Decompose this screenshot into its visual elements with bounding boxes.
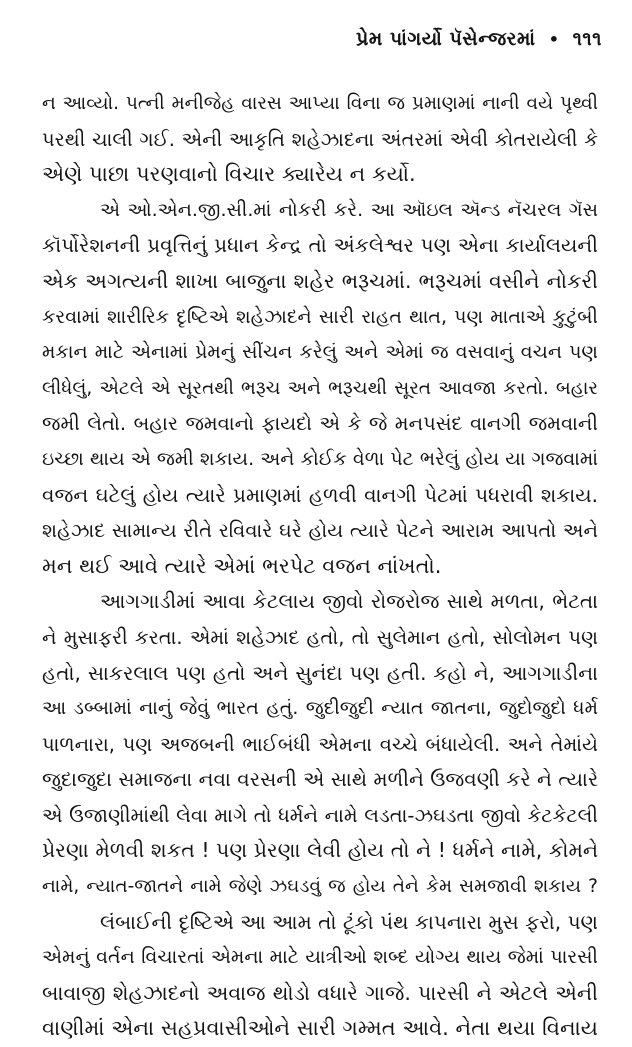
- body-text: [42, 86, 598, 1047]
- text-line: કરવામાં શારીરિક દૃષ્ટિએ શહેઝાદને સારી રાહત થાત, પણ માતાએ કુટુંબી: [42, 305, 598, 328]
- text-line: લંબાઈની દૃષ્ટિએ આ આમ તો ટૂંકો પંથ કાપનારા મુસ ફરો, પણ: [100, 909, 598, 934]
- text-line: મન થઈ આવે ત્યારે એમાં ભરપેટ વજન નાંખતો.: [42, 553, 442, 578]
- text-line: આ ડબ્બામાં નાનું જેવું ભારત હતું. જુદીજુદી ન્યાત જાતના, જુદોજુદો ધર્મ: [42, 697, 598, 720]
- text-line: એ ઉજાણીમાંથી લેવા માગે તો ધર્મને નામે લડતા-ઝઘડતા જીવો કેટકેટલી: [42, 803, 598, 827]
- text-line: કૉર્પોરેશનની પ્રવૃત્તિનું પ્રધાન કેન્દ્ર તો અંકલેશ્વર પણ એના કાર્યાલયની: [42, 233, 598, 258]
- text-line: ઇચ્છા થાય એ જમી શકાય. અને કોઈક વેળા પેટ ભરેલું હોય યા ગજવામાં: [42, 447, 598, 470]
- text-line: એક અગત્યની શાખા બાજુના શહેર ભરૂચમાં. ભરૂચમાં વસીને નોકરી: [42, 268, 598, 293]
- text-line: જુદાજુદા સમાજના નવા વરસની એ સાથે મળીને ઉજવણી કરે ને ત્યારે: [42, 767, 599, 792]
- text-line: ને મુસાફરી કરતા. એમાં શહેઝાદ હતો, તો સુલેમાન હતો, સોલોમન પણ: [42, 625, 598, 649]
- text-line: હતો, સાકરલાલ પણ હતો અને સુનંદા પણ હતી. કહો ને, આગગાડીના: [42, 660, 598, 685]
- text-line: એમનું વર્તન વિચારતાં એમના માટે યાત્રીઓ શબ્દ યોગ્ય થાય જેમાં પારસી: [42, 946, 598, 969]
- text-line: લીધેલું, એટલે એ સૂરતથી ભરૂચ અને ભરૂચથી સૂરત આવજા કરતો. બહાર: [42, 377, 598, 399]
- text-line: વાણીમાં એના સહપ્રવાસીઓને સારી ગમ્મત આવે. નેતા થયા વિનાય: [42, 1016, 598, 1041]
- text-line: બાવાજી શેહઝાદનો અવાજ થોડો વધારે ગાજે. પારસી ને એટલે એની: [42, 980, 598, 1005]
- text-line: આગગાડીમાં આવા કેટલાય જીવો રોજરોજ સાથે મળતા, ભેટતા: [100, 589, 598, 614]
- text-line: વજન ઘટેલું હોય ત્યારે પ્રમાણમાં હળવી વાનગી પેટમાં પધરાવી શકાય.: [42, 482, 598, 507]
- text-line: એ ઓ.એન.જી.સી.માં નોકરી કરે. આ ઑઇલ ઍન્ડ નૅચરલ ગૅસ: [100, 198, 598, 221]
- page-number: ૧૧૧: [572, 28, 602, 50]
- running-header-separator: •: [548, 30, 560, 49]
- running-header-title: પ્રેમ પાંગર્યો પૅસેન્જરમાં: [356, 28, 536, 50]
- text-line: પાળનારા, પણ અજબની ભાઈબંધી એમના વચ્ચે બંધાયેલી. અને તેમાંયે: [42, 732, 598, 756]
- running-header: [356, 28, 602, 50]
- text-line: પ્રેરણા મેળવી શકત ! પણ પ્રેરણા લેવી હોય તો ને ! ધર્મને નામે, કોમને: [42, 838, 599, 863]
- text-line: ન આવ્યો. પત્ની મનીજેહ વારસ આપ્યા વિના જ પ્રમાણમાં નાની વયે પૃથ્વી: [42, 93, 598, 114]
- text-line: પરથી ચાલી ગઈ. એની આકૃતિ શહેઝાદના અંતરમાં એવી કોતરાયેલી કે: [42, 127, 598, 151]
- text-line: એણે પાછા પરણવાનો વિચાર ક્યારેય ન કર્યો.: [42, 162, 416, 187]
- text-line: જમી લેતો. બહાર જમવાનો ફાયદો એ કે જે મનપસંદ વાનગી જમવાની: [42, 412, 598, 436]
- text-line: મકાન માટે એનામાં પ્રેમનું સીંચન કરેલું અને એમાં જ વસવાનું વચન પણ: [42, 341, 598, 364]
- text-line: શહેઝાદ સામાન્ય રીતે રવિવારે ઘરે હોય ત્યારે પેટને આરામ આપતો અને: [42, 519, 598, 543]
- text-line: નામે, ન્યાત-જાતને નામે જેણે ઝઘડવું જ હોય તેને કેમ સમજાવી શકાય ?: [42, 876, 598, 898]
